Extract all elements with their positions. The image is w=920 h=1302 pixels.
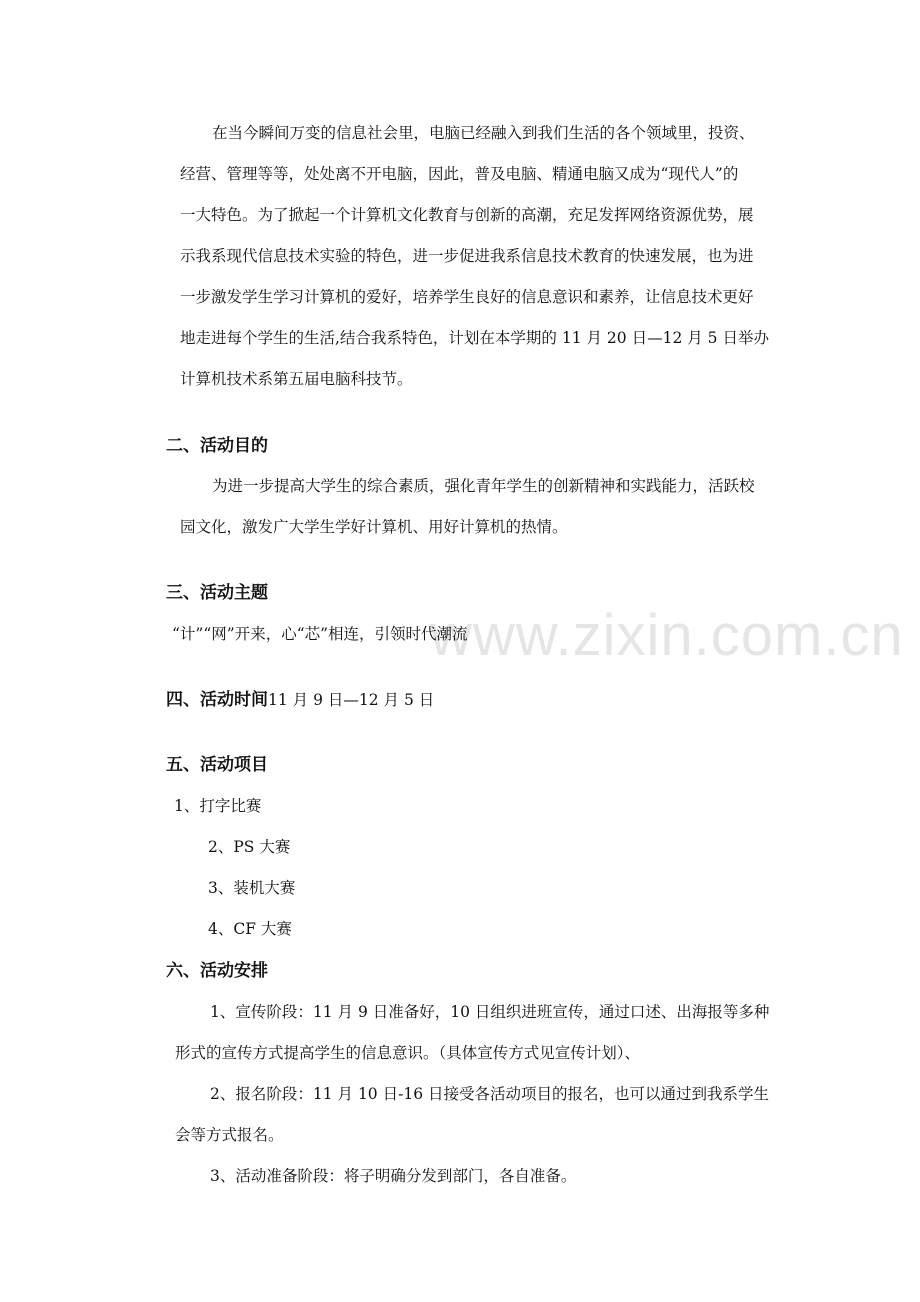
project-item: 4、CF 大赛	[208, 920, 292, 938]
section-heading-theme: 三、活动主题	[166, 583, 268, 603]
section-heading-schedule: 六、活动安排	[166, 961, 268, 981]
project-item: 3、装机大赛	[208, 879, 296, 897]
project-item: 1、打字比赛	[174, 797, 262, 815]
time-heading-label: 四、活动时间	[166, 690, 268, 710]
intro-line: 一步激发学生学习计算机的爱好，培养学生良好的信息意识和素养，让信息技术更好	[180, 288, 754, 306]
time-value: 11 月 9 日—12 月 5 日	[268, 691, 435, 709]
intro-line: 经营、管理等等，处处离不开电脑，因此，普及电脑、精通电脑又成为“现代人”的	[180, 165, 739, 183]
intro-line: 在当今瞬间万变的信息社会里，电脑已经融入到我们生活的各个领域里，投资、	[212, 124, 755, 142]
theme-line: “计”“网”开来，心“芯”相连，引领时代潮流	[172, 625, 468, 643]
section-heading-purpose: 二、活动目的	[166, 436, 268, 456]
schedule-line: 形式的宣传方式提高学生的信息意识。（具体宣传方式见宣传计划）、	[175, 1044, 641, 1062]
project-item: 2、PS 大赛	[208, 838, 291, 856]
intro-line: 计算机技术系第五届电脑科技节。	[180, 370, 413, 388]
intro-line: 地走进每个学生的生活,结合我系特色，计划在本学期的 11 月 20 日—12 月 5 日举办	[180, 329, 769, 347]
intro-line: 一大特色。为了掀起一个计算机文化教育与创新的高潮，充足发挥网络资源优势，展	[180, 206, 754, 224]
purpose-line: 为进一步提高大学生的综合素质，强化青年学生的创新精神和实践能力，活跃校	[212, 477, 755, 495]
purpose-line: 园文化，激发广大学生学好计算机、用好计算机的热情。	[180, 518, 568, 536]
section-heading-time	[166, 690, 434, 710]
schedule-line: 3、活动准备阶段：将子明确分发到部门，各自准备。	[210, 1167, 577, 1185]
schedule-line: 2、报名阶段：11 月 10 日-16 日接受各活动项目的报名，也可以通过到我系学生	[210, 1085, 769, 1103]
section-heading-projects: 五、活动项目	[166, 755, 268, 775]
schedule-line: 1、宣传阶段：11 月 9 日准备好，10 日组织进班宣传，通过口述、出海报等多种	[210, 1003, 770, 1021]
schedule-line: 会等方式报名。	[175, 1126, 284, 1144]
intro-line: 示我系现代信息技术实验的特色，进一步促进我系信息技术教育的快速发展，也为进	[180, 247, 754, 265]
watermark: www.zixin.com.cn	[430, 603, 904, 668]
